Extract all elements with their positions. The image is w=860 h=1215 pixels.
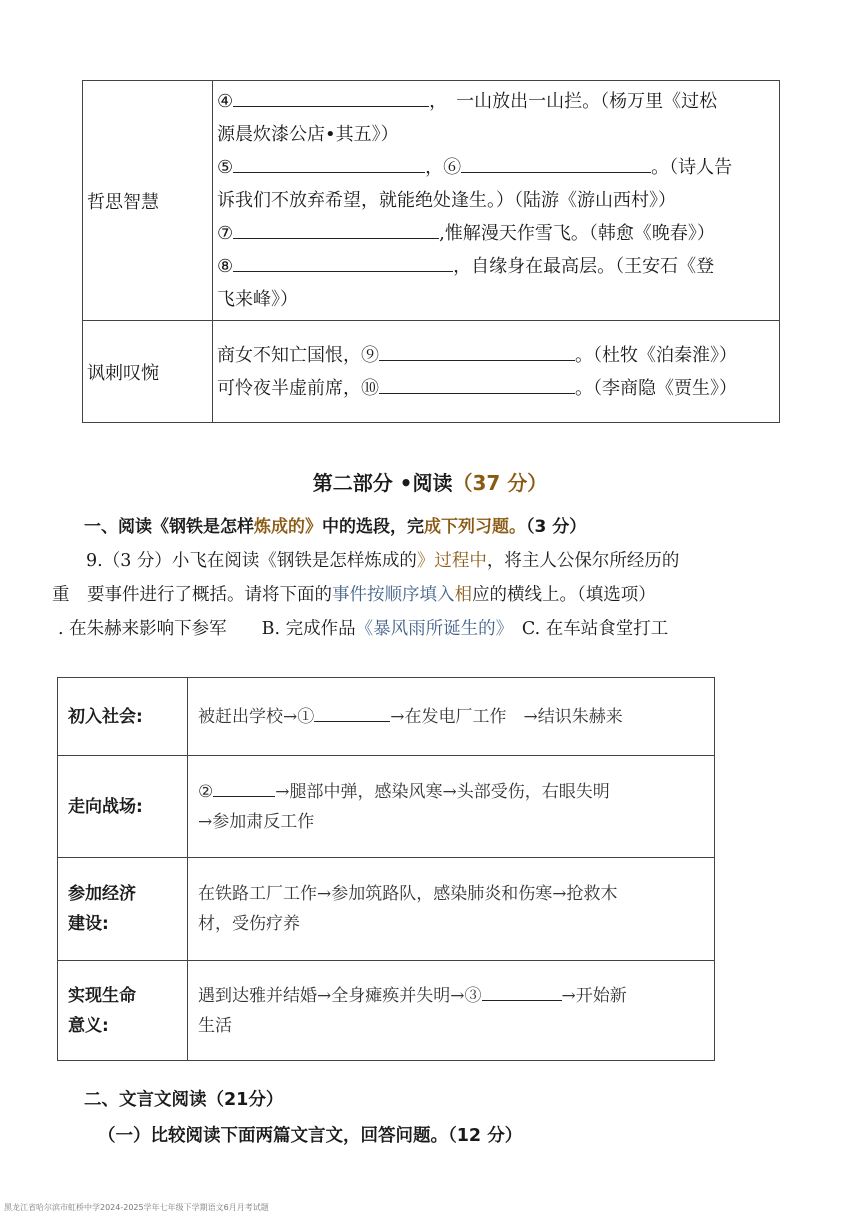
- q9-line1: [86, 544, 679, 578]
- line-text: ，自缘身在最高层。（王安石《登: [453, 256, 715, 277]
- answer-blank[interactable]: [461, 152, 651, 173]
- answer-blank[interactable]: [379, 373, 575, 394]
- num-label: ⑧: [217, 256, 234, 277]
- stage-events-cell: [188, 961, 715, 1061]
- stage-events-cell: [188, 756, 715, 858]
- event-text: →腿部中弹，感染风寒→头部受伤，右眼失明: [275, 782, 610, 802]
- event-line: [198, 879, 708, 909]
- q9-text: 应的横线上。（填选项）: [472, 585, 656, 605]
- poem-line: [217, 217, 779, 250]
- poem-line: [217, 250, 779, 283]
- answer-blank[interactable]: [233, 86, 429, 107]
- event-line: [198, 1011, 708, 1041]
- q9-text: 重 要事件进行了概括。请将下面的: [52, 585, 332, 605]
- line-text: ，⑥: [425, 157, 462, 178]
- event-text: ②: [198, 782, 214, 802]
- table-row: [58, 756, 715, 858]
- category-cell: [83, 321, 213, 423]
- option-text: C. 在车站食堂打工: [504, 619, 669, 639]
- poem-line: [217, 184, 779, 217]
- line-text: 飞来峰》）: [217, 289, 298, 310]
- q9-text: 9.（3 分）小飞在阅读《钢铁是怎样炼成的: [86, 551, 417, 571]
- stage-label: 走向战场:: [68, 796, 143, 817]
- q9-text: 》过程中: [416, 551, 487, 571]
- event-line: [198, 776, 708, 807]
- table-row: [83, 81, 780, 321]
- heading-part: 成下列习题。: [424, 517, 526, 537]
- poem-table: [82, 80, 780, 423]
- category-label: 哲思智慧: [87, 191, 159, 213]
- table-row: [58, 678, 715, 756]
- num-label: ⑤: [217, 157, 234, 178]
- event-text: →在发电厂工作 →结识朱赫来: [390, 707, 623, 727]
- line-text: 源晨炊漆公店•其五》）: [217, 124, 399, 145]
- answer-blank[interactable]: [314, 701, 390, 722]
- answer-blank[interactable]: [233, 218, 439, 239]
- heading-part: 中的选段，完: [322, 517, 424, 537]
- section2-heading: 二、文言文阅读（21分）: [84, 1090, 284, 1110]
- line-text: 。（杜牧《泊秦淮》）: [575, 344, 737, 366]
- stage-label: 建设:: [68, 914, 109, 934]
- answer-blank[interactable]: [233, 251, 453, 272]
- stage-label: 实现生命: [68, 985, 136, 1006]
- answer-blank[interactable]: [379, 340, 575, 361]
- stage-events-cell: [188, 678, 715, 756]
- line-text: ,惟解漫天作雪飞。（韩愈《晚春》）: [439, 223, 715, 244]
- category-label: 讽刺叹惋: [87, 362, 159, 384]
- footer-caption: 黑龙江省哈尔滨市虹桥中学2024-2025学年七年级下学期语文6月月考试题: [4, 1203, 269, 1212]
- line-text: 。（诗人告: [651, 157, 733, 178]
- q9-text: 事件按顺序填入: [332, 585, 455, 605]
- event-text: 遇到达雅并结婚→全身瘫痪并失明→③: [198, 986, 482, 1006]
- stage-label-cell: [58, 756, 188, 858]
- section-title-text: 第二部分 •阅读: [312, 471, 453, 495]
- answer-blank[interactable]: [482, 980, 562, 1001]
- num-label: ⑦: [217, 223, 234, 244]
- event-text: →开始新: [561, 986, 627, 1006]
- num-label: ④: [217, 91, 234, 112]
- poem-line: [217, 118, 779, 151]
- event-text: 被赶出学校→①: [198, 707, 315, 727]
- poem-line: [217, 85, 779, 118]
- answer-blank[interactable]: [213, 776, 275, 797]
- stage-label: 初入社会:: [68, 706, 143, 727]
- line-text: 商女不知亡国恨，⑨: [217, 344, 379, 366]
- section-title-score: （37 分）: [452, 471, 548, 495]
- event-text: 材，受伤疗养: [198, 914, 300, 934]
- events-table: [57, 677, 715, 1061]
- category-cell: [83, 81, 213, 321]
- subsection1-heading: （一）比较阅读下面两篇文言文，回答问题。（12 分）: [98, 1126, 523, 1146]
- heading-part: 炼成的》: [254, 517, 322, 537]
- question-heading: [84, 512, 586, 537]
- table-row: [58, 858, 715, 961]
- q9-text: ，将主人公保尔所经历的: [486, 551, 680, 571]
- table-row: [83, 321, 780, 423]
- line-text: 诉我们不放弃希望，就能绝处逢生。）（陆游《游山西村》）: [217, 190, 676, 211]
- heading-part: （3 分）: [526, 517, 587, 537]
- event-line: [198, 909, 708, 939]
- stage-label-cell: [58, 678, 188, 756]
- line-text: 。（李商隐《贾生》）: [575, 377, 737, 399]
- section-title: [0, 467, 860, 496]
- answer-blank[interactable]: [233, 152, 425, 173]
- poem-line: [217, 339, 779, 372]
- stage-label: 参加经济: [68, 884, 136, 904]
- event-text: 在铁路工厂工作→参加筑路队，感染肺炎和伤寒→抢救木: [198, 884, 618, 904]
- option-text: . 在朱赫来影响下参军 B. 完成作品: [58, 619, 356, 639]
- stage-label: 意义:: [68, 1015, 109, 1036]
- poem-line: [217, 283, 779, 316]
- event-text: →参加肃反工作: [198, 812, 315, 832]
- event-line: [198, 807, 708, 837]
- stage-label-cell: [58, 858, 188, 961]
- stage-events-cell: [188, 858, 715, 961]
- table-row: [58, 961, 715, 1061]
- poem-line: [217, 151, 779, 184]
- q9-text: 相: [454, 585, 472, 605]
- line-text: ， 一山放出一山拦。（杨万里《过松: [429, 91, 718, 112]
- q9-line2: [52, 578, 656, 612]
- lines-cell: [213, 81, 780, 321]
- q9-options: [58, 612, 668, 646]
- option-text: 《暴风雨所诞生的》: [355, 619, 505, 639]
- event-line: [198, 980, 708, 1011]
- poem-line: [217, 372, 779, 405]
- event-text: 生活: [198, 1016, 232, 1036]
- line-text: 可怜夜半虚前席，⑩: [217, 377, 379, 399]
- heading-part: 一、阅读《钢铁是怎样: [84, 517, 254, 537]
- stage-label-cell: [58, 961, 188, 1061]
- lines-cell: [213, 321, 780, 423]
